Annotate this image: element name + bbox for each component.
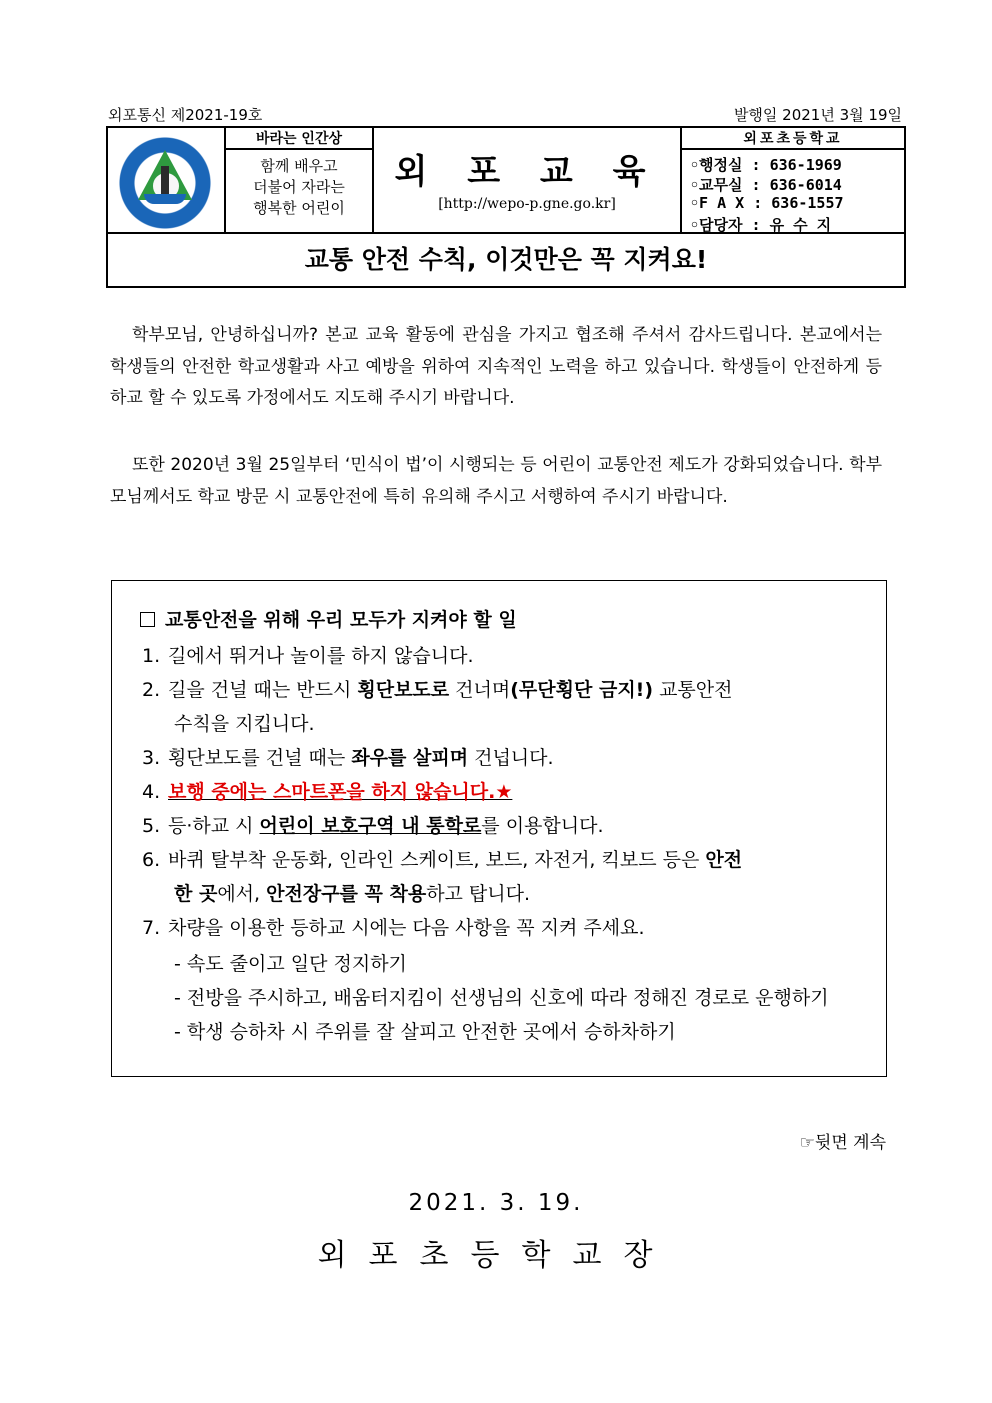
notice-paragraph — [110, 450, 882, 513]
sub-item: - 속도 줄이고 일단 정지하기 — [174, 953, 407, 975]
rule-number: 2. — [142, 679, 161, 701]
continue-note: ☞뒷면 계속 — [799, 1133, 886, 1153]
rule-text: 건너며 — [449, 679, 511, 701]
rule-text: 하고 탑니다. — [426, 883, 531, 905]
rule-text: 길에서 뛰거나 놀이를 하지 않습니다. — [168, 645, 474, 667]
contact-fax: ◦F A X : 636-1557 — [690, 194, 844, 212]
notice-text: 또한 2020년 3월 25일부터 ‘민식이 법’이 시행되는 등 어린이 교통안전 제도가 강화되었습니다. 학부모님께서도 학교 방문 시 교통안전에 특히 유의해 주시고 서행하여 주시기 바랍니다. — [110, 455, 882, 507]
motto-line: 더불어 자라는 — [253, 178, 345, 196]
rule-item-3 — [142, 741, 878, 775]
rule-number: 4. — [142, 781, 161, 803]
rule-emphasis: 안전장구를 꼭 착용 — [266, 883, 427, 905]
issue-number: 외포통신 제2021-19호 — [108, 106, 263, 124]
motto-line: 행복한 어린이 — [253, 199, 345, 217]
rule-emphasis: 한 곳 — [174, 883, 218, 905]
school-name: 외포초등학교 — [682, 128, 904, 150]
rule-number: 3. — [142, 747, 161, 769]
rule-text: 바퀴 탈부착 운동화, 인라인 스케이트, 보드, 자전거, 킥보드 등은 — [168, 849, 706, 871]
contact-office: ◦교무실 : 636-6014 — [690, 176, 842, 194]
contact-admin: ◦행정실 : 636-1969 — [690, 156, 842, 174]
contact-person: ◦담당자 : 유 수 지 — [690, 216, 832, 234]
rule-text: 횡단보도를 건널 때는 — [168, 747, 352, 769]
newsletter-title: 외 포 교 육 — [394, 152, 660, 192]
rules-box — [111, 580, 887, 1077]
rule-text: 건넙니다. — [468, 747, 554, 769]
rule-text: 등·하교 시 — [168, 815, 260, 837]
rule-number: 6. — [142, 849, 161, 871]
school-logo — [108, 128, 226, 232]
logo-wave-icon — [144, 194, 186, 204]
rule-item-5 — [142, 809, 878, 843]
rule-emphasis: 안전 — [705, 849, 743, 871]
rule-continuation — [142, 877, 878, 911]
rule-text: 에서, — [217, 883, 267, 905]
rule-continuation: 수칙을 지킵니다. — [174, 713, 315, 735]
rule-emphasis: 좌우를 살피며 — [351, 747, 469, 769]
motto-text — [226, 156, 372, 219]
intro-paragraph — [110, 320, 882, 415]
rule-emphasis: 어린이 보호구역 내 통학로 — [259, 815, 482, 837]
rule-text: 를 이용합니다. — [481, 815, 604, 837]
rule-text: 차량을 이용한 등하교 시에는 다음 사항을 꼭 지켜 주세요. — [168, 917, 645, 939]
principal-signature: 외포초등학교장 — [317, 1238, 675, 1273]
intro-text: 학부모님, 안녕하십니까? 본교 교육 활동에 관심을 가지고 협조해 주셔서 감사드립니다. 본교에서는 학생들의 안전한 학교생활과 사고 예방을 위하여 지속적인 노력을 하고 있습니다. 학생들이 안전하게 등하교 할 수 있도록 가정에서도 지도해 주시기 바랍니다. — [110, 325, 882, 408]
rule-item-2 — [142, 673, 878, 741]
rule-emphasis: 횡단보도로 — [357, 679, 450, 701]
sign-date: 2021. 3. 19. — [408, 1190, 584, 1216]
school-url[interactable]: [http://wepo-p.gne.go.kr] — [438, 196, 616, 212]
sub-item: - 학생 승하차 시 주위를 잘 살피고 안전한 곳에서 승하차하기 — [174, 1021, 676, 1043]
newsletter-header — [106, 126, 906, 234]
checkbox-icon — [140, 612, 155, 627]
rule-item-1 — [142, 639, 878, 673]
school-info — [682, 128, 904, 232]
rule-text: 교통안전 — [653, 679, 733, 701]
rule-number: 5. — [142, 815, 161, 837]
title-cell — [374, 128, 680, 232]
motto-title: 바라는 인간상 — [226, 128, 372, 150]
rule-item-6 — [142, 843, 878, 911]
rule-item-7 — [142, 911, 878, 945]
rule-emphasis: (무단횡단 금지!) — [510, 679, 654, 701]
sub-item: - 전방을 주시하고, 배움터지킴이 선생님의 신호에 따라 정해진 경로로 운행하기 — [174, 987, 829, 1009]
rule-number: 1. — [142, 645, 161, 667]
rule-item-4 — [142, 775, 878, 809]
motto-line: 함께 배우고 — [260, 157, 338, 175]
rule-text: 길을 건널 때는 반드시 — [168, 679, 358, 701]
logo-lighthouse-icon — [161, 166, 169, 196]
rule-number: 7. — [142, 917, 161, 939]
rules-heading — [140, 605, 517, 632]
headline: 교통 안전 수칙, 이것만은 꼭 지켜요! — [106, 234, 906, 288]
rule-warning-text: 보행 중에는 스마트폰을 하지 않습니다.★ — [168, 781, 513, 803]
motto-box — [226, 128, 372, 232]
rules-heading-text: 교통안전을 위해 우리 모두가 지켜야 할 일 — [165, 609, 517, 631]
issue-date: 발행일 2021년 3월 19일 — [733, 106, 902, 124]
